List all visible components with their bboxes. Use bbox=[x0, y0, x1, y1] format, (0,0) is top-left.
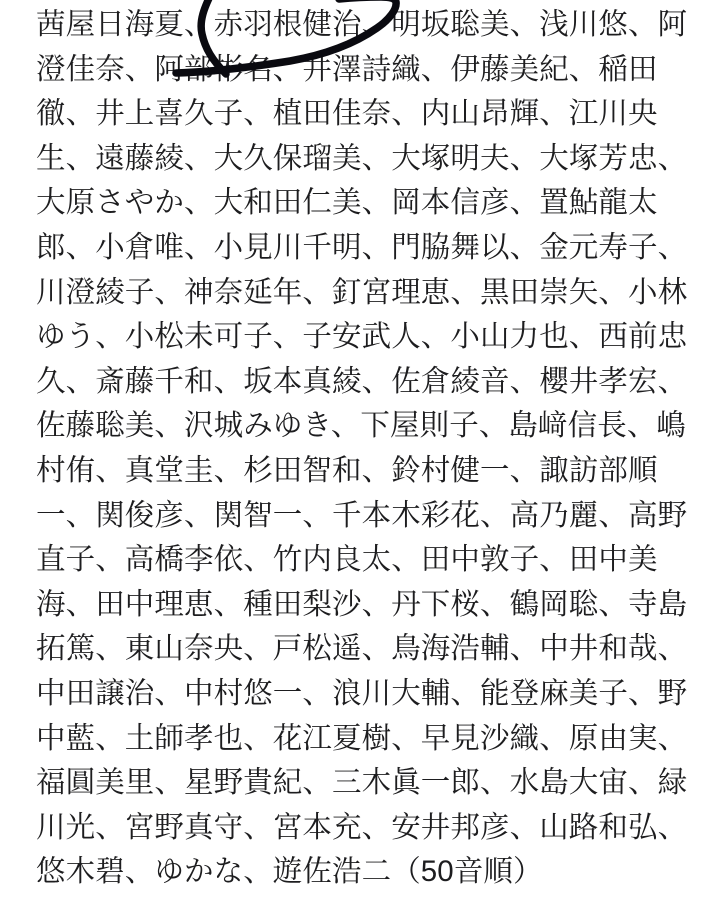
cast-list-line: 直子、高橋李依、竹内良太、田中敦子、田中美 bbox=[36, 543, 658, 577]
cast-list-line: 海、田中理恵、種田梨沙、丹下桜、鶴岡聡、寺島 bbox=[36, 587, 688, 621]
cast-list-line: 徹、井上喜久子、植田佳奈、内山昂輝、江川央 bbox=[36, 97, 658, 131]
cast-list-line: 川澄綾子、神奈延年、釘宮理恵、黒田崇矢、小林 bbox=[36, 275, 688, 309]
cast-list-line: 中田譲治、中村悠一、浪川大輔、能登麻美子、野 bbox=[36, 676, 688, 710]
cast-list-line: 茜屋日海夏、赤羽根健治、明坂聡美、浅川悠、阿 bbox=[36, 8, 688, 41]
cast-list-line: 佐藤聡美、沢城みゆき、下屋則子、島﨑信長、嶋 bbox=[36, 409, 687, 443]
cast-list-line: 村侑、真堂圭、杉田智和、鈴村健一、諏訪部順 bbox=[36, 453, 658, 487]
cast-list-line: 生、遠藤綾、大久保瑠美、大塚明夫、大塚芳忠、 bbox=[36, 141, 688, 175]
cast-list-line: 大原さやか、大和田仁美、岡本信彦、置鮎龍太 bbox=[36, 186, 658, 220]
cast-list-line: 福圓美里、星野貴紀、三木眞一郎、水島大宙、緑 bbox=[36, 766, 688, 800]
cast-list-line: 一、関俊彦、関智一、千本木彩花、高乃麗、高野 bbox=[36, 498, 688, 532]
cast-list-line: 川光、宮野真守、宮本充、安井邦彦、山路和弘、 bbox=[36, 810, 688, 844]
cast-list-line: ゆう、小松未可子、子安武人、小山力也、西前忠 bbox=[36, 320, 688, 354]
cast-list-line: 久、斎藤千和、坂本真綾、佐倉綾音、櫻井孝宏、 bbox=[36, 364, 688, 398]
cast-list-line: 澄佳奈、阿部彬名、井澤詩織、伊藤美紀、稲田 bbox=[36, 52, 658, 86]
cast-list-line: 郎、小倉唯、小見川千明、門脇舞以、金元寿子、 bbox=[36, 230, 688, 264]
cast-list-line: 悠木碧、ゆかな、遊佐浩二（50音順） bbox=[36, 855, 543, 889]
cast-list-line: 中藍、土師孝也、花江夏樹、早見沙織、原由実、 bbox=[36, 721, 688, 755]
cast-list-line: 拓篤、東山奈央、戸松遥、鳥海浩輔、中井和哉、 bbox=[36, 632, 688, 666]
